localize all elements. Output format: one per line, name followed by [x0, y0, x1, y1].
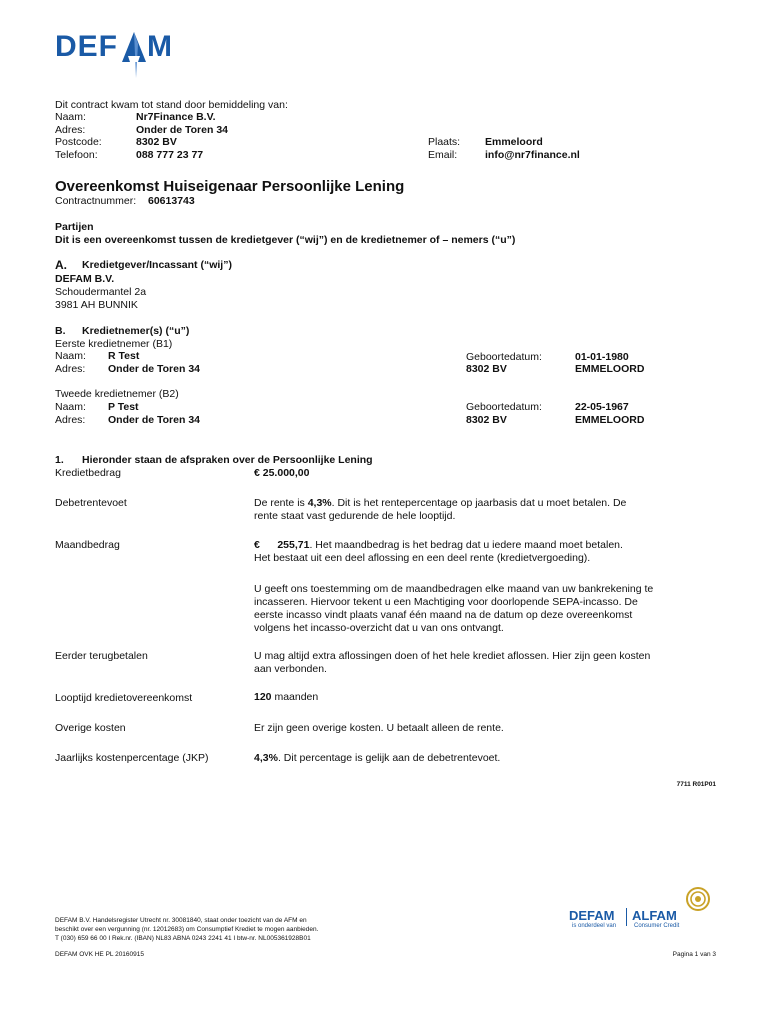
- rate-pre: De rente is: [254, 497, 308, 509]
- alfam-emblem-icon: [682, 886, 714, 912]
- section-a-letter: A.: [55, 258, 67, 272]
- b1-name: R Test: [108, 350, 140, 362]
- early-repay-label: Eerder terugbetalen: [55, 650, 148, 662]
- section-b-letter: B.: [55, 325, 66, 337]
- page-title: Overeenkomst Huiseigenaar Persoonlijke Lening: [55, 178, 405, 195]
- intermediary-name: Nr7Finance B.V.: [136, 111, 216, 123]
- contract-number: 60613743: [148, 195, 195, 207]
- rate-line-1: [254, 497, 626, 510]
- consent-line-3: eerste incasso vindt plaats vanaf één maand na de datum op deze overeenkomst: [254, 609, 633, 621]
- intermediary-name-label: Naam:: [55, 111, 86, 123]
- section-b-heading: Kredietnemer(s) (“u”): [82, 325, 190, 337]
- intermediary-postcode-label: Postcode:: [55, 136, 102, 148]
- defam-logo: [55, 26, 185, 76]
- rate-label: Debetrentevoet: [55, 497, 127, 509]
- document-code: 7711 R01P01: [676, 781, 716, 788]
- page-number: Pagina 1 van 3: [672, 951, 716, 958]
- section-1-number: 1.: [55, 454, 64, 466]
- b2-name-label: Naam:: [55, 401, 86, 413]
- intermediary-city: Emmeloord: [485, 136, 543, 148]
- monthly-value: € 255,71: [254, 539, 310, 551]
- consent-line-1: U geeft ons toestemming om de maandbedragen elke maand van uw bankrekening te: [254, 583, 654, 595]
- rate-value: 4,3%: [307, 497, 332, 509]
- credit-amount-value: € 25.000,00: [254, 467, 310, 479]
- other-costs-text: Er zijn geen overige kosten. U betaalt alleen de rente.: [254, 722, 504, 734]
- section-1-heading: Hieronder staan de afspraken over de Persoonlijke Lening: [82, 454, 373, 466]
- intermediary-intro: Dit contract kwam tot stand door bemiddeling van:: [55, 99, 288, 111]
- early-repay-line-1: U mag altijd extra aflossingen doen of het hele krediet aflossen. Hier zijn geen kosten: [254, 650, 651, 662]
- footer-line-3: T (030) 659 66 00 I Rek.nr. (IBAN) NL83 ABNA 0243 2241 41 I btw-nr. NL005361928B01: [55, 935, 311, 942]
- monthly-post: . Het maandbedrag is het bedrag dat u iedere maand moet betalen.: [309, 539, 623, 551]
- jkp-value: 4,3%: [254, 752, 278, 764]
- section-a-heading: Kredietgever/Incassant (“wij”): [82, 259, 232, 271]
- b2-address: Onder de Toren 34: [108, 414, 200, 426]
- term-value: 120: [254, 691, 272, 703]
- monthly-line-2: Het bestaat uit een deel aflossing en een deel rente (kredietvergoeding).: [254, 552, 591, 564]
- b1-title: Eerste kredietnemer (B1): [55, 338, 173, 350]
- term-line: [254, 691, 318, 704]
- b1-dob: 01-01-1980: [575, 351, 629, 363]
- b2-name: P Test: [108, 401, 139, 413]
- footer-line-2: beschikt over een vergunning (nr. 12012683) om Consumptief Krediet te mogen aanbieden.: [55, 926, 319, 933]
- brand-defam-text: DEFAM: [569, 908, 615, 923]
- jkp-post: . Dit percentage is gelijk aan de debetrentevoet.: [277, 752, 501, 764]
- intermediary-email[interactable]: info@nr7finance.nl: [485, 149, 580, 161]
- parties-intro: Dit is een overeenkomst tussen de kredietgever (“wij”) en de kredietnemer of – nemers (“u”): [55, 234, 516, 246]
- intermediary-address: Onder de Toren 34: [136, 124, 228, 136]
- intermediary-phone-label: Telefoon:: [55, 149, 98, 161]
- brand-divider: [626, 908, 627, 926]
- monthly-label: Maandbedrag: [55, 539, 120, 551]
- rate-post: . Dit is het rentepercentage op jaarbasis dat u moet betalen. De: [331, 497, 627, 509]
- credit-amount-label: Kredietbedrag: [55, 467, 121, 479]
- b1-address-label: Adres:: [55, 363, 86, 375]
- other-costs-label: Overige kosten: [55, 722, 126, 734]
- b1-dob-label: Geboortedatum:: [466, 351, 542, 363]
- term-label: Looptijd kredietovereenkomst: [55, 692, 193, 704]
- brand-sub-right: Consumer Credit: [634, 923, 680, 929]
- creditor-company: DEFAM B.V.: [55, 273, 115, 285]
- creditor-street: Schoudermantel 2a: [55, 286, 147, 298]
- b2-address-label: Adres:: [55, 414, 86, 426]
- consent-line-4: volgens het incasso-overzicht dat u van ons ontvangt.: [254, 622, 504, 634]
- consent-line-2: incasseren. Hiervoor tekent u een Machtiging voor doorlopende SEPA-incasso. De: [254, 596, 638, 608]
- b1-address: Onder de Toren 34: [108, 363, 200, 375]
- b2-dob-label: Geboortedatum:: [466, 401, 542, 413]
- intermediary-email-label: Email:: [428, 149, 458, 161]
- rate-line-2: rente staat vast gedurende de hele looptijd.: [254, 510, 456, 522]
- b2-city: EMMELOORD: [575, 414, 645, 426]
- logo-text-right: M: [147, 30, 173, 63]
- intermediary-city-label: Plaats:: [428, 136, 461, 148]
- brand-sub-left: is onderdeel van: [572, 923, 617, 929]
- intermediary-postcode: 8302 BV: [136, 136, 177, 148]
- b2-title: Tweede kredietnemer (B2): [55, 388, 179, 400]
- brand-alfam-text: ALFAM: [632, 908, 677, 923]
- b1-name-label: Naam:: [55, 350, 86, 362]
- footer-code: DEFAM OVK HE PL 20160915: [55, 951, 145, 958]
- jkp-line: [254, 752, 500, 765]
- b1-postcode: 8302 BV: [466, 363, 507, 375]
- monthly-line-1: [254, 539, 623, 552]
- early-repay-line-2: aan verbonden.: [254, 663, 327, 675]
- logo-text-left: DEF: [55, 30, 118, 63]
- intermediary-phone: 088 777 23 77: [136, 149, 204, 161]
- creditor-city: 3981 AH BUNNIK: [55, 299, 138, 311]
- defam-alfam-logo: [566, 886, 726, 932]
- parties-heading: Partijen: [55, 221, 94, 233]
- jkp-label: Jaarlijks kostenpercentage (JKP): [55, 752, 209, 764]
- footer-line-1: DEFAM B.V. Handelsregister Utrecht nr. 30081840, staat onder toezicht van de AFM en: [55, 917, 307, 924]
- b1-city: EMMELOORD: [575, 363, 645, 375]
- intermediary-address-label: Adres:: [55, 124, 86, 136]
- b2-postcode: 8302 BV: [466, 414, 507, 426]
- term-post: maanden: [271, 691, 319, 703]
- contract-number-label: Contractnummer:: [55, 195, 137, 207]
- b2-dob: 22-05-1967: [575, 401, 629, 413]
